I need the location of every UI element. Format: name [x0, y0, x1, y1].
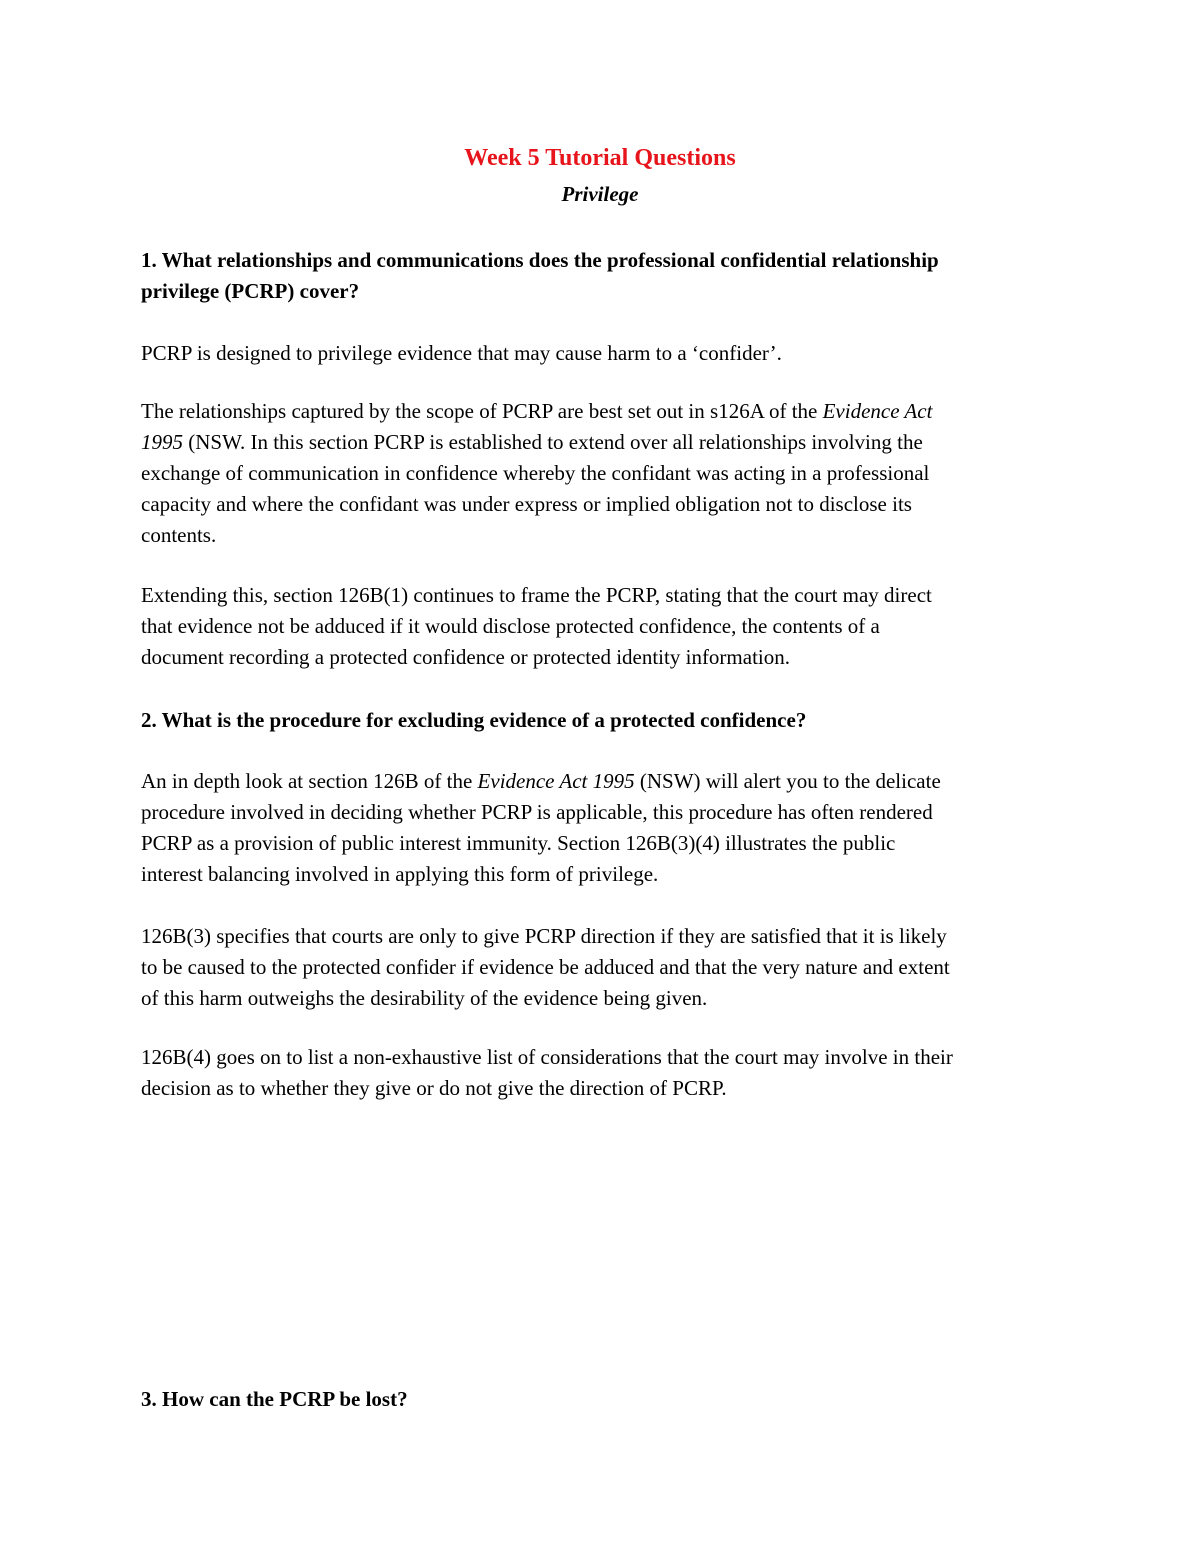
- paragraph-line: Extending this, section 126B(1) continues to frame the PCRP, stating that the court may direct: [141, 583, 932, 607]
- paragraph-line: exchange of communication in confidence whereby the confidant was acting in a professional: [141, 461, 930, 485]
- answer-2-paragraph-2: [141, 921, 1061, 1014]
- paragraph-line: document recording a protected confidence or protected identity information.: [141, 645, 791, 669]
- paragraph-line: of this harm outweighs the desirability of the evidence being given.: [141, 986, 708, 1010]
- paragraph-line: interest balancing involved in applying this form of privilege.: [141, 862, 659, 886]
- paragraph-line: [141, 427, 1061, 458]
- question-3: [141, 1384, 1061, 1415]
- answer-2-paragraph-1: [141, 766, 1061, 890]
- text-run: (NSW. In this section PCRP is established to extend over all relationships involving the: [183, 430, 923, 454]
- question-2-line: 2. What is the procedure for excluding evidence of a protected confidence?: [141, 708, 807, 732]
- answer-1-paragraph-1: [141, 338, 1061, 369]
- paragraph-line: 126B(4) goes on to list a non-exhaustive list of considerations that the court may involve in their: [141, 1045, 953, 1069]
- text-run: (NSW) will alert you to the delicate: [634, 769, 941, 793]
- question-1-line-2: privilege (PCRP) cover?: [141, 279, 360, 303]
- paragraph-line: to be caused to the protected confider if evidence be adduced and that the very nature and extent: [141, 955, 950, 979]
- answer-1-paragraph-3: [141, 580, 1061, 673]
- paragraph-line: procedure involved in deciding whether PCRP is applicable, this procedure has often rendered: [141, 800, 933, 824]
- paragraph-line: PCRP as a provision of public interest immunity. Section 126B(3)(4) illustrates the public: [141, 831, 896, 855]
- paragraph-line: 126B(3) specifies that courts are only to give PCRP direction if they are satisfied that it is likely: [141, 924, 947, 948]
- paragraph-line: that evidence not be adduced if it would disclose protected confidence, the contents of a: [141, 614, 880, 638]
- document-subtitle: Privilege: [561, 182, 639, 206]
- question-2: [141, 705, 1061, 736]
- question-1: [141, 245, 1061, 307]
- paragraph-line: [141, 766, 1061, 797]
- paragraph-line: capacity and where the confidant was under express or implied obligation not to disclose its: [141, 492, 912, 516]
- paragraph-line: PCRP is designed to privilege evidence that may cause harm to a ‘confider’.: [141, 341, 782, 365]
- paragraph-line: decision as to whether they give or do not give the direction of PCRP.: [141, 1076, 727, 1100]
- question-1-line-1: 1. What relationships and communications does the professional confidential relationship: [141, 248, 939, 272]
- paragraph-line: [141, 396, 1061, 427]
- answer-2-paragraph-3: [141, 1042, 1061, 1104]
- answer-1-paragraph-2: [141, 396, 1061, 551]
- paragraph-line: contents.: [141, 523, 217, 547]
- question-3-line: 3. How can the PCRP be lost?: [141, 1387, 408, 1411]
- act-name-italic: Evidence Act 1995: [477, 769, 635, 793]
- text-run: The relationships captured by the scope of PCRP are best set out in s126A of the: [141, 399, 823, 423]
- act-name-italic: Evidence Act: [822, 399, 933, 423]
- act-year-italic: 1995: [141, 430, 183, 454]
- text-run: An in depth look at section 126B of the: [141, 769, 478, 793]
- document-title: Week 5 Tutorial Questions: [464, 145, 736, 171]
